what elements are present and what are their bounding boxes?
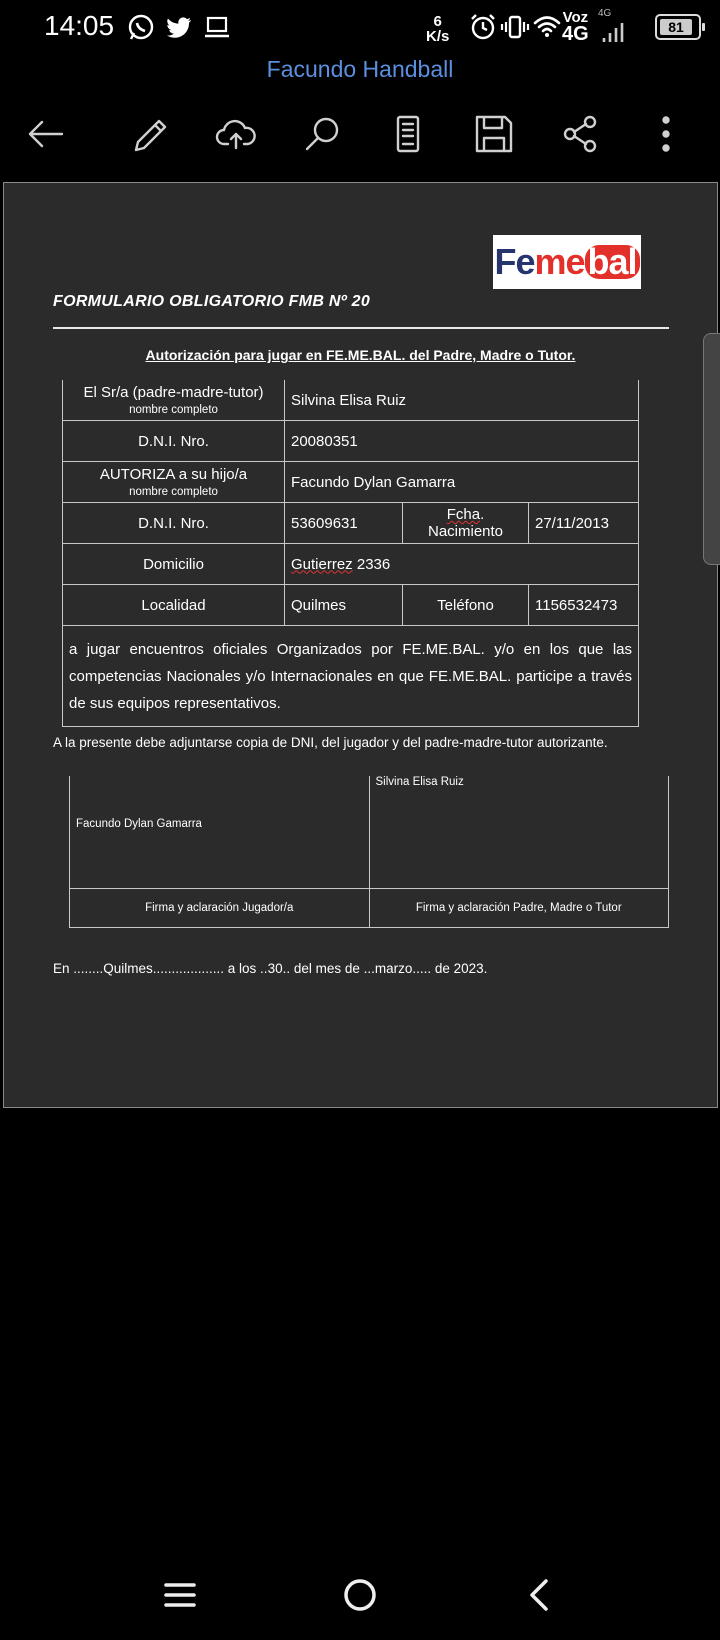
birth-date-field[interactable]: 27/11/2013	[529, 503, 639, 544]
parent-dni-field[interactable]: 20080351	[285, 421, 639, 462]
wifi-icon	[532, 12, 562, 42]
form-title: FORMULARIO OBLIGATORIO FMB Nº 20	[53, 293, 371, 310]
nav-back-button[interactable]	[512, 1570, 568, 1620]
signal-icon	[600, 16, 630, 44]
menu-button[interactable]	[152, 1570, 208, 1620]
back-icon	[520, 1575, 560, 1615]
authorization-paragraph: a jugar encuentros oficiales Organizados por FE.ME.BAL. y/o en los que las competencias Nacionales y/o Internacionales en que FE.ME.BAL. participe a través de sus equipos representativos.	[63, 626, 639, 727]
notification-icons	[126, 12, 232, 42]
table-row	[63, 503, 639, 544]
table-row	[63, 626, 639, 727]
address-field[interactable]: Gutierrez 2336	[285, 544, 639, 585]
alarm-icon	[468, 12, 498, 42]
city-field[interactable]: Quilmes	[285, 585, 403, 626]
app-title: Facundo Handball	[266, 56, 454, 82]
phone-label: Teléfono	[403, 585, 529, 626]
document-page[interactable]	[3, 182, 718, 1108]
scroll-handle[interactable]	[703, 333, 720, 565]
network-type-small: 4G	[598, 8, 612, 19]
table-row	[70, 776, 669, 889]
table-row	[63, 380, 639, 421]
cloud-upload-icon	[214, 112, 258, 156]
vibrate-icon	[500, 12, 530, 42]
player-signature-caption: Firma y aclaración Jugador/a	[70, 889, 370, 928]
birth-date-label: Fcha. Nacimiento	[403, 503, 529, 544]
phone-field[interactable]: 1156532473	[529, 585, 639, 626]
save-button[interactable]	[468, 108, 520, 160]
document-icon	[386, 112, 430, 156]
whatsapp-icon	[126, 12, 156, 42]
player-name: Facundo Dylan Gamarra	[76, 818, 202, 830]
navigation-bar	[0, 1560, 720, 1630]
child-dni-label: D.N.I. Nro.	[63, 503, 285, 544]
city-label: Localidad	[63, 585, 285, 626]
document-view-button[interactable]	[382, 108, 434, 160]
share-icon	[558, 112, 602, 156]
parent-signature-box[interactable]	[369, 776, 669, 889]
parent-name: Silvina Elisa Ruiz	[375, 776, 464, 788]
menu-icon	[160, 1575, 200, 1615]
dni-label: D.N.I. Nro.	[63, 421, 285, 462]
home-icon	[340, 1575, 380, 1615]
network-speed: 6 K/s	[426, 13, 450, 45]
table-row	[70, 889, 669, 928]
parent-signature-caption: Firma y aclaración Padre, Madre o Tutor	[369, 889, 669, 928]
upload-button[interactable]	[210, 108, 262, 160]
volte-indicator: Voz 4G	[562, 9, 589, 45]
more-options-button[interactable]	[640, 108, 692, 160]
pencil-icon	[128, 112, 172, 156]
child-sublabel: nombre completo	[129, 486, 218, 498]
address-label: Domicilio	[63, 544, 285, 585]
save-icon	[472, 112, 516, 156]
system-status	[390, 10, 720, 50]
search-button[interactable]	[296, 108, 348, 160]
divider	[53, 327, 669, 329]
status-bar	[0, 0, 720, 54]
dni-note: A la presente debe adjuntarse copia de DNI, del jugador y del padre-madre-tutor autorizante.	[53, 735, 608, 750]
form-subtitle: Autorización para jugar en FE.ME.BAL. del Padre, Madre o Tutor.	[145, 347, 576, 363]
child-dni-field[interactable]: 53609631	[285, 503, 403, 544]
back-button[interactable]	[20, 108, 72, 160]
table-row	[63, 462, 639, 503]
player-signature-box[interactable]	[70, 776, 370, 889]
table-row	[63, 585, 639, 626]
twitter-icon	[164, 12, 194, 42]
clock: 14:05	[44, 10, 115, 41]
table-row	[63, 421, 639, 462]
toolbar	[0, 108, 720, 164]
home-button[interactable]	[332, 1570, 388, 1620]
child-name-field[interactable]: Facundo Dylan Gamarra	[285, 462, 639, 503]
search-icon	[300, 112, 344, 156]
more-icon	[644, 112, 688, 156]
authorize-label: AUTORIZA a su hijo/a	[99, 466, 248, 483]
battery-icon	[655, 14, 701, 40]
share-button[interactable]	[554, 108, 606, 160]
parent-sublabel: nombre completo	[129, 404, 218, 416]
parent-label: El Sr/a (padre-madre-tutor)	[83, 384, 264, 401]
parent-name-field[interactable]: Silvina Elisa Ruiz	[285, 380, 639, 421]
table-row	[63, 544, 639, 585]
laptop-icon	[202, 12, 232, 42]
edit-button[interactable]	[124, 108, 176, 160]
back-arrow-icon	[24, 112, 68, 156]
signature-table	[69, 776, 669, 928]
femebal-logo: Fe me bal	[493, 235, 641, 289]
battery-level: 81	[660, 19, 692, 35]
authorization-table	[62, 380, 639, 727]
place-date-line: En ........Quilmes................... a los ..30.. del mes de ...marzo..... de 2023.	[53, 961, 488, 976]
